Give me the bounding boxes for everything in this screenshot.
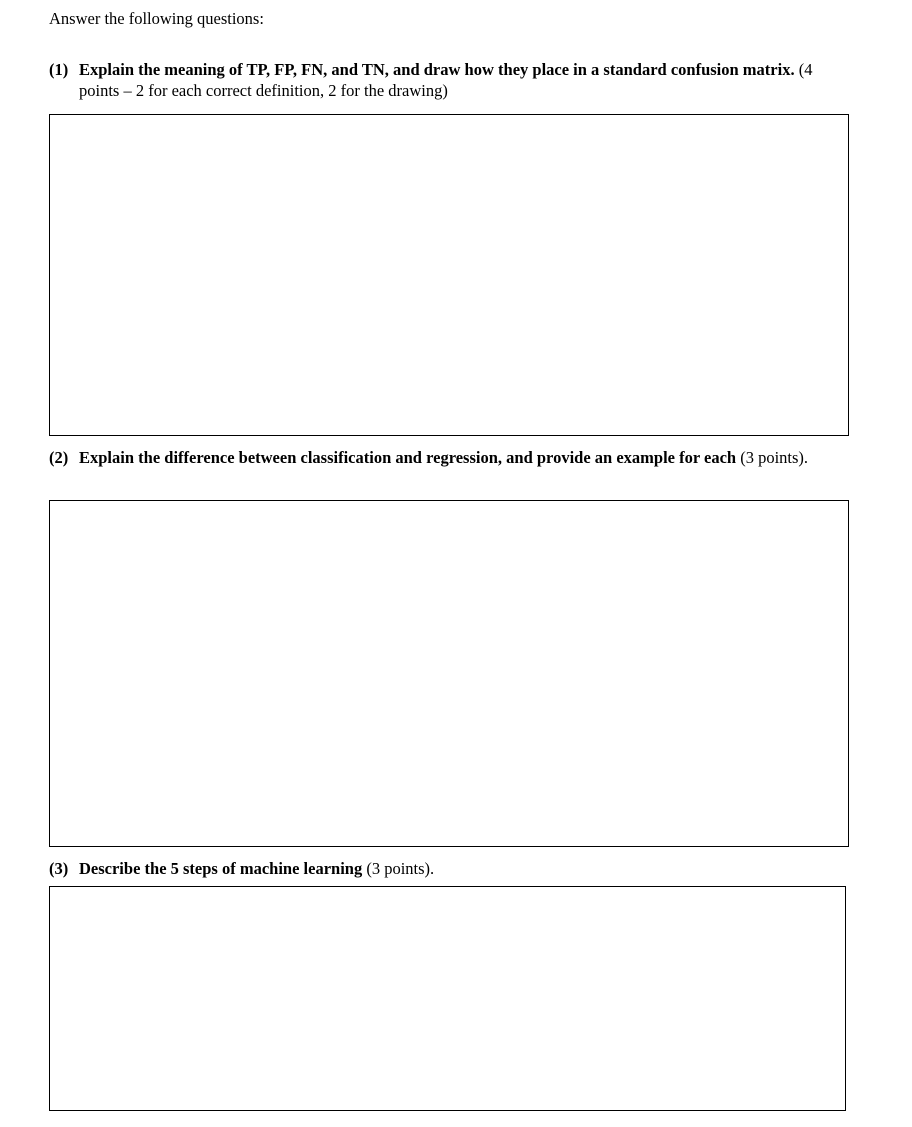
question-3 (49, 858, 849, 879)
question-1 (49, 59, 849, 101)
question-3-points: (3 points). (362, 859, 435, 878)
question-2-text (79, 447, 849, 468)
question-2 (49, 447, 849, 468)
question-3-number: (3) (49, 859, 69, 878)
answer-box-2[interactable] (49, 500, 849, 847)
answer-box-1[interactable] (49, 114, 849, 436)
question-1-prompt: Explain the meaning of TP, FP, FN, and TN, and draw how they place in a standard confusion matrix. (79, 60, 795, 79)
answer-box-3[interactable] (49, 886, 846, 1111)
question-2-number: (2) (49, 448, 69, 467)
question-3-text (79, 858, 849, 879)
question-1-text (79, 59, 849, 101)
question-1-number: (1) (49, 60, 69, 79)
question-3-prompt: Describe the 5 steps of machine learning (79, 859, 363, 878)
question-2-prompt: Explain the difference between classification and regression, and provide an example for each (79, 448, 737, 467)
question-2-points: (3 points). (736, 448, 809, 467)
instructions-text: Answer the following questions: (49, 9, 264, 28)
question-1-points: (4 points – 2 for each correct definition, 2 for the drawing) (79, 60, 813, 100)
